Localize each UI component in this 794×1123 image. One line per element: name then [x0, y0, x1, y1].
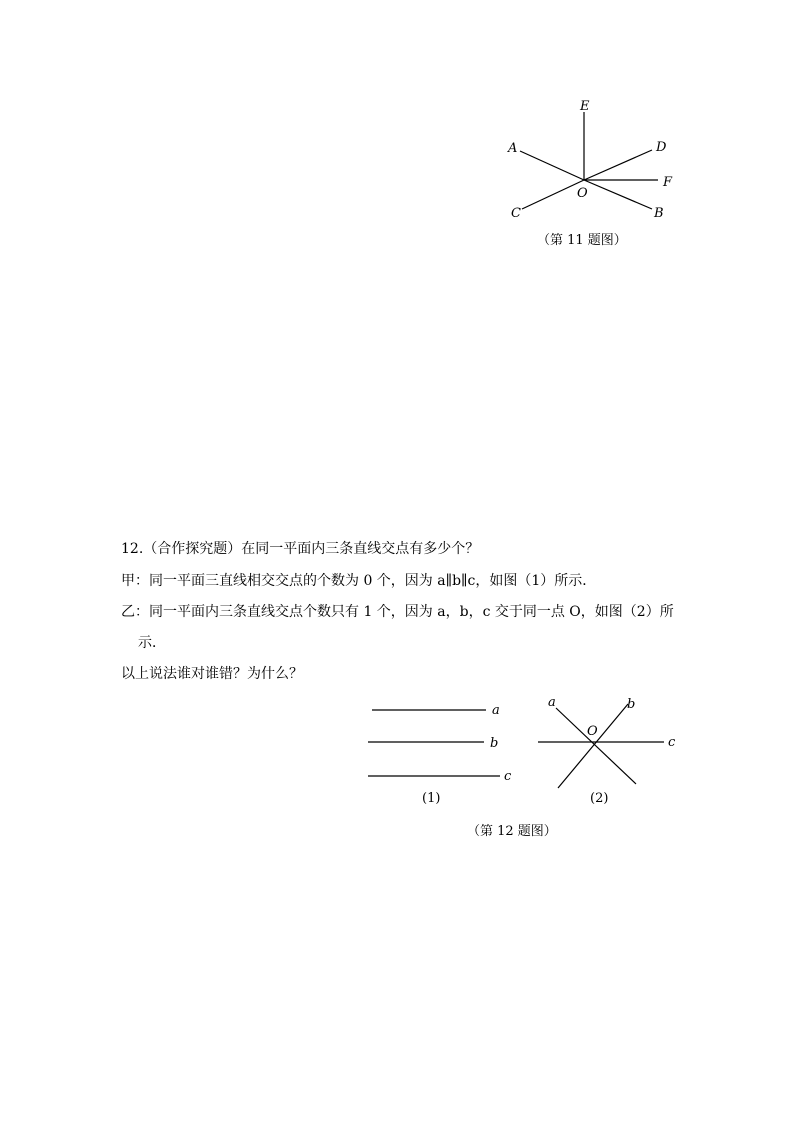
figure-12-part-2 [530, 688, 690, 812]
answer-yi-line-1: 乙：同一平面内三条直线交点个数只有 1 个，因为 a，b，c 交于同一点 O，如图（2）所 [121, 604, 674, 620]
label-b: B [654, 206, 664, 221]
label-c-part2: c [668, 735, 676, 750]
label-c-part1: c [504, 769, 512, 784]
answer-jia: 甲：同一平面三直线相交交点的个数为 0 个，因为 a∥b∥c，如图（1）所示． [121, 573, 597, 589]
label-b-part2: b [627, 697, 636, 712]
ray-oc [522, 180, 584, 209]
answer-yi-line-2: 示． [138, 635, 166, 651]
line-b-concurrent [558, 704, 628, 788]
sub-caption-2: (2) [590, 791, 609, 806]
label-a: A [508, 141, 518, 156]
line-a-concurrent [556, 708, 636, 784]
figure-11-diagram [500, 94, 680, 224]
ray-od [584, 150, 652, 180]
label-a-part1: a [492, 703, 500, 718]
figure-11-caption: （第 11 题图） [537, 233, 627, 248]
label-e: E [580, 99, 590, 114]
sub-caption-1: (1) [422, 791, 441, 806]
ray-ob [584, 180, 652, 209]
label-c: C [511, 206, 521, 221]
question-12-title: 12.（合作探究题）在同一平面内三条直线交点有多少个？ [121, 541, 480, 557]
figure-12-caption: （第 12 题图） [467, 824, 557, 839]
label-d: D [656, 140, 667, 155]
label-a-part2: a [548, 695, 556, 710]
ray-oa [520, 151, 584, 180]
label-b-part1: b [490, 736, 499, 751]
question-12-prompt: 以上说法谁对谁错？为什么？ [121, 666, 303, 682]
label-o-part2: O [587, 724, 598, 739]
figure-12-part-1 [360, 692, 520, 812]
label-f: F [663, 175, 673, 190]
label-o: O [577, 186, 588, 201]
